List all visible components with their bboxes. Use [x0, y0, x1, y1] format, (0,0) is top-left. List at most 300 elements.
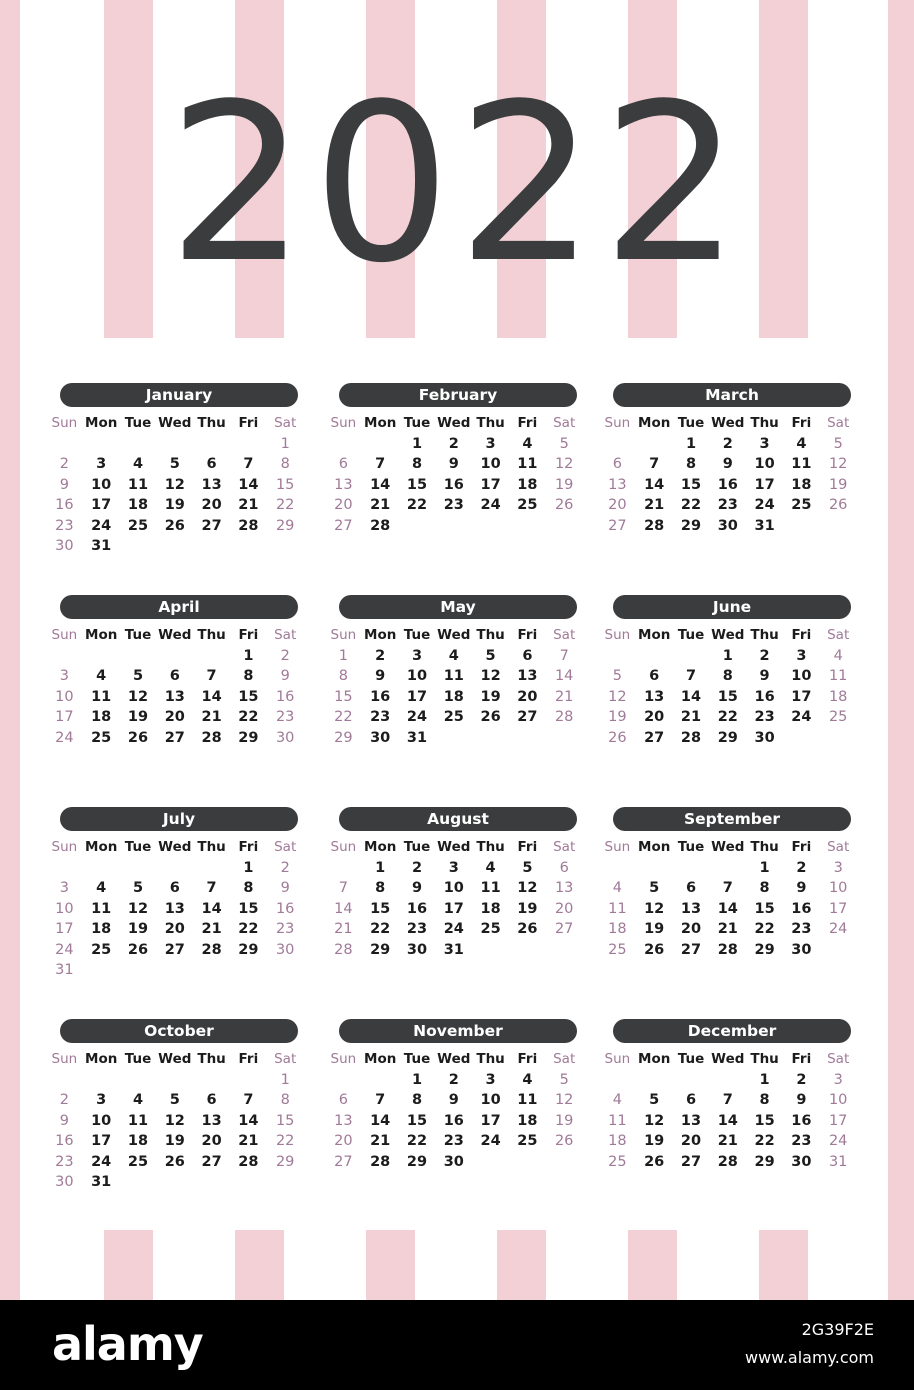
day-cell: 5 [169, 456, 180, 472]
day-cell: 3 [485, 435, 496, 452]
day-cell: 26 [644, 1153, 665, 1170]
day-cell: 15 [334, 688, 353, 705]
day-cell: 10 [55, 900, 74, 917]
day-cell: 2 [759, 647, 770, 664]
day-cell: 20 [164, 921, 185, 937]
day-cell: 14 [370, 476, 391, 493]
weekday-label: Fri [238, 627, 259, 643]
day-cell: 11 [608, 1112, 627, 1129]
day-cell: 27 [554, 921, 574, 937]
week-row [599, 475, 857, 496]
empty-day-cell [267, 536, 304, 557]
day-cell: 12 [164, 1112, 185, 1129]
day-cell: 18 [517, 1112, 538, 1129]
empty-day-cell [472, 516, 509, 537]
watermark-footer [0, 1300, 914, 1390]
empty-day-cell [193, 646, 230, 667]
day-cell: 23 [275, 709, 295, 725]
empty-day-cell [820, 940, 857, 961]
weekday-label: Thu [476, 1051, 505, 1067]
week-row [46, 1131, 304, 1152]
week-row [46, 516, 304, 537]
day-cell: 15 [406, 1112, 428, 1129]
day-cell: 5 [522, 859, 533, 876]
weekday-label: Thu [197, 839, 226, 855]
weekday-label: Tue [677, 415, 705, 431]
empty-day-cell [673, 646, 710, 667]
day-cell: 22 [754, 1133, 775, 1149]
day-cell: 23 [406, 921, 428, 937]
day-cell: 6 [169, 668, 180, 684]
weekday-label: Thu [750, 627, 779, 643]
weekday-label: Fri [791, 839, 812, 855]
day-cell: 24 [91, 1153, 112, 1170]
day-cell: 23 [443, 497, 464, 513]
day-cell: 20 [680, 921, 702, 937]
alamy-logo: alamy [52, 1317, 203, 1371]
day-cell: 5 [649, 1092, 660, 1108]
day-cell: 30 [55, 538, 74, 554]
day-cell: 15 [275, 476, 295, 493]
day-cell: 28 [370, 517, 391, 534]
day-cell: 22 [406, 1133, 428, 1149]
weekday-label: Wed [158, 839, 192, 855]
week-row [599, 1152, 857, 1173]
day-cell: 24 [480, 1133, 501, 1149]
day-cell: 31 [828, 1153, 848, 1170]
weekday-label: Thu [750, 415, 779, 431]
day-cell: 19 [517, 900, 538, 917]
empty-day-cell [83, 434, 120, 455]
day-cell: 29 [680, 517, 702, 534]
day-cell: 13 [680, 1112, 702, 1129]
weekday-label: Thu [750, 839, 779, 855]
month-january [46, 383, 304, 557]
day-cell: 11 [517, 1092, 538, 1108]
day-cell: 31 [443, 941, 464, 958]
day-cell: 9 [59, 1112, 70, 1129]
day-cell: 25 [517, 1133, 538, 1149]
day-cell: 6 [338, 1092, 349, 1108]
day-cell: 27 [201, 1153, 222, 1170]
day-cell: 26 [644, 941, 665, 958]
day-cell: 30 [275, 941, 295, 958]
empty-day-cell [230, 1172, 267, 1193]
day-cell: 22 [275, 1133, 295, 1149]
day-cell: 16 [55, 1133, 74, 1149]
day-cell: 5 [132, 668, 144, 684]
day-cell: 21 [201, 921, 222, 937]
empty-day-cell [267, 960, 304, 981]
week-row [46, 707, 304, 728]
day-cell: 17 [828, 900, 848, 917]
week-row [325, 454, 583, 475]
day-cell: 21 [334, 921, 353, 937]
day-cell: 17 [480, 1112, 501, 1129]
week-row [599, 687, 857, 708]
day-cell: 16 [443, 1112, 464, 1129]
week-row [599, 1131, 857, 1152]
day-cell: 16 [275, 900, 295, 917]
day-cell: 27 [201, 517, 222, 534]
day-cell: 9 [796, 880, 807, 896]
day-cell: 10 [480, 1092, 501, 1108]
day-cell: 8 [375, 880, 386, 896]
weekday-label: Sun [51, 1051, 78, 1067]
day-cell: 7 [206, 880, 217, 896]
day-cell: 17 [406, 688, 428, 705]
day-cell: 19 [644, 1133, 665, 1149]
day-cell: 28 [680, 729, 702, 746]
month-december [599, 1019, 857, 1172]
weekday-label: Mon [638, 839, 671, 855]
week-row [325, 646, 583, 667]
weekday-header-row [46, 413, 304, 434]
empty-day-cell [783, 728, 820, 749]
day-cell: 4 [132, 1092, 144, 1108]
day-cell: 20 [554, 900, 574, 917]
day-cell: 25 [443, 709, 464, 725]
day-cell: 15 [754, 1112, 775, 1129]
day-cell: 21 [370, 1133, 391, 1149]
day-cell: 16 [443, 476, 464, 493]
week-row [599, 919, 857, 940]
year-title: 2022 [167, 58, 747, 311]
empty-day-cell [156, 1172, 193, 1193]
day-cell: 20 [517, 688, 538, 705]
day-cell: 6 [169, 880, 180, 896]
day-cell: 4 [522, 1071, 533, 1088]
day-cell: 3 [59, 668, 70, 684]
day-cell: 12 [517, 880, 538, 896]
day-cell: 16 [791, 1112, 812, 1129]
day-cell: 20 [164, 709, 185, 725]
empty-day-cell [362, 1070, 399, 1091]
day-cell: 25 [791, 497, 812, 513]
week-row [46, 858, 304, 879]
weekday-header-row [325, 625, 583, 646]
day-cell: 9 [411, 880, 423, 896]
empty-day-cell [399, 516, 436, 537]
empty-day-cell [325, 1070, 362, 1091]
day-cell: 9 [759, 668, 770, 684]
day-cell: 30 [791, 941, 812, 958]
empty-day-cell [193, 960, 230, 981]
day-cell: 19 [554, 1112, 574, 1129]
empty-day-cell [193, 1070, 230, 1091]
day-cell: 4 [485, 859, 496, 876]
day-cell: 21 [201, 709, 222, 725]
day-cell: 18 [91, 709, 112, 725]
day-cell: 17 [828, 1112, 848, 1129]
weekday-label: Fri [517, 415, 538, 431]
day-cell: 29 [406, 1153, 428, 1170]
day-cell: 28 [370, 1153, 391, 1170]
week-row [46, 687, 304, 708]
weekday-header-row [599, 1049, 857, 1070]
weekday-label: Mon [364, 627, 397, 643]
day-cell: 18 [517, 476, 538, 493]
day-cell: 7 [649, 456, 660, 472]
empty-day-cell [820, 516, 857, 537]
day-cell: 13 [164, 688, 185, 705]
day-cell: 4 [833, 647, 843, 664]
week-row [46, 899, 304, 920]
day-cell: 7 [375, 1092, 386, 1108]
weekday-label: Mon [85, 839, 118, 855]
day-cell: 12 [480, 668, 501, 684]
day-cell: 1 [411, 1071, 423, 1088]
day-cell: 7 [338, 880, 349, 896]
day-cell: 20 [644, 709, 665, 725]
week-row [325, 516, 583, 537]
month-may [325, 595, 583, 748]
week-row [46, 1070, 304, 1091]
day-cell: 11 [480, 880, 501, 896]
week-row [325, 707, 583, 728]
day-cell: 8 [280, 1092, 290, 1108]
day-cell: 16 [370, 688, 391, 705]
day-cell: 22 [238, 709, 259, 725]
day-cell: 13 [334, 476, 353, 493]
day-cell: 5 [833, 435, 843, 452]
empty-day-cell [46, 646, 83, 667]
day-cell: 1 [243, 859, 254, 876]
day-cell: 15 [275, 1112, 295, 1129]
day-cell: 6 [685, 1092, 697, 1108]
empty-day-cell [636, 858, 673, 879]
weekday-header-row [325, 1049, 583, 1070]
weekday-label: Thu [197, 627, 226, 643]
week-row [599, 858, 857, 879]
week-row [599, 666, 857, 687]
weekday-label: Sun [330, 839, 357, 855]
day-cell: 30 [791, 1153, 812, 1170]
day-cell: 2 [722, 435, 733, 452]
day-cell: 13 [334, 1112, 353, 1129]
week-row [325, 1111, 583, 1132]
day-cell: 26 [164, 1153, 185, 1170]
day-cell: 29 [238, 729, 259, 746]
day-cell: 30 [370, 729, 391, 746]
weekday-label: Sat [827, 415, 850, 431]
day-cell: 16 [791, 900, 812, 917]
weekday-label: Tue [403, 627, 431, 643]
day-cell: 8 [759, 1092, 770, 1108]
week-row [599, 495, 857, 516]
day-cell: 7 [243, 1092, 254, 1108]
day-cell: 19 [127, 709, 149, 725]
day-cell: 12 [644, 1112, 665, 1129]
day-cell: 17 [55, 921, 74, 937]
weekday-label: Sat [827, 627, 850, 643]
month-name: December [613, 1019, 851, 1043]
day-cell: 18 [127, 1133, 149, 1149]
day-cell: 1 [375, 859, 386, 876]
day-cell: 18 [127, 497, 149, 513]
day-cell: 28 [201, 729, 222, 746]
empty-day-cell [83, 960, 120, 981]
week-row [325, 940, 583, 961]
weekday-header-row [46, 837, 304, 858]
day-cell: 17 [480, 476, 501, 493]
empty-day-cell [783, 516, 820, 537]
day-cell: 20 [680, 1133, 702, 1149]
day-cell: 28 [238, 517, 259, 534]
day-cell: 23 [791, 921, 812, 937]
day-cell: 2 [411, 859, 423, 876]
empty-day-cell [820, 728, 857, 749]
empty-day-cell [472, 1152, 509, 1173]
bottom-stripe [628, 1230, 677, 1300]
day-cell: 19 [164, 1133, 185, 1149]
day-cell: 8 [411, 456, 423, 472]
day-cell: 19 [554, 476, 574, 493]
day-cell: 3 [59, 880, 70, 896]
empty-day-cell [546, 516, 583, 537]
month-name: March [613, 383, 851, 407]
empty-day-cell [267, 1172, 304, 1193]
day-cell: 29 [370, 941, 391, 958]
day-cell: 2 [796, 859, 807, 876]
day-cell: 2 [448, 435, 459, 452]
bottom-stripe [497, 1230, 546, 1300]
empty-day-cell [599, 858, 636, 879]
month-october [46, 1019, 304, 1193]
bottom-stripe [235, 1230, 284, 1300]
day-cell: 25 [608, 1153, 627, 1170]
month-name: January [60, 383, 298, 407]
day-cell: 31 [55, 962, 74, 978]
empty-day-cell [156, 1070, 193, 1091]
weekday-label: Mon [364, 1051, 397, 1067]
empty-day-cell [46, 434, 83, 455]
empty-day-cell [156, 434, 193, 455]
day-cell: 21 [717, 921, 738, 937]
day-cell: 14 [238, 476, 259, 493]
day-cell: 24 [55, 941, 74, 958]
week-row [325, 434, 583, 455]
day-cell: 6 [559, 859, 569, 876]
weekday-label: Sat [553, 1051, 576, 1067]
day-cell: 10 [828, 880, 848, 896]
weekday-label: Tue [677, 1051, 705, 1067]
day-cell: 28 [717, 1153, 738, 1170]
day-cell: 5 [559, 1071, 569, 1088]
week-row [599, 1111, 857, 1132]
day-cell: 25 [127, 517, 149, 534]
day-cell: 13 [644, 688, 665, 705]
day-cell: 14 [238, 1112, 259, 1129]
day-cell: 6 [206, 1092, 217, 1108]
day-cell: 10 [480, 456, 501, 472]
day-cell: 28 [334, 941, 353, 958]
day-cell: 6 [206, 456, 217, 472]
empty-day-cell [362, 434, 399, 455]
day-cell: 19 [480, 688, 501, 705]
week-row [325, 495, 583, 516]
day-cell: 2 [280, 859, 290, 876]
day-cell: 4 [612, 880, 623, 896]
empty-day-cell [230, 536, 267, 557]
weekday-label: Sun [330, 415, 357, 431]
day-cell: 2 [448, 1071, 459, 1088]
day-cell: 5 [132, 880, 144, 896]
weekday-label: Sun [604, 839, 631, 855]
weekday-label: Wed [437, 839, 471, 855]
day-cell: 7 [722, 880, 733, 896]
day-cell: 27 [334, 517, 353, 534]
day-cell: 8 [243, 880, 254, 896]
month-september [599, 807, 857, 960]
day-cell: 11 [91, 688, 112, 705]
weekday-label: Sat [553, 839, 576, 855]
day-cell: 22 [717, 709, 738, 725]
week-row [325, 666, 583, 687]
weekday-label: Mon [85, 627, 118, 643]
week-row [599, 940, 857, 961]
day-cell: 7 [375, 456, 386, 472]
day-cell: 18 [480, 900, 501, 917]
weekday-label: Mon [364, 839, 397, 855]
weekday-label: Fri [517, 839, 538, 855]
empty-day-cell [509, 1152, 546, 1173]
day-cell: 4 [96, 668, 107, 684]
week-row [46, 495, 304, 516]
day-cell: 26 [554, 497, 574, 513]
weekday-label: Mon [85, 415, 118, 431]
day-cell: 15 [238, 900, 259, 917]
day-cell: 28 [644, 517, 665, 534]
weekday-label: Sat [827, 1051, 850, 1067]
day-cell: 1 [280, 435, 290, 452]
day-cell: 10 [791, 668, 812, 684]
weekday-label: Fri [517, 1051, 538, 1067]
week-row [599, 899, 857, 920]
day-cell: 18 [91, 921, 112, 937]
day-cell: 26 [554, 1133, 574, 1149]
weekday-label: Tue [124, 1051, 152, 1067]
weekday-label: Sat [274, 1051, 297, 1067]
empty-day-cell [193, 858, 230, 879]
day-cell: 24 [791, 709, 812, 725]
day-cell: 1 [338, 647, 349, 664]
week-row [46, 728, 304, 749]
day-cell: 12 [828, 456, 848, 472]
empty-day-cell [120, 858, 157, 879]
empty-day-cell [193, 536, 230, 557]
day-cell: 22 [334, 709, 353, 725]
day-cell: 3 [759, 435, 770, 452]
empty-day-cell [673, 1070, 710, 1091]
day-cell: 14 [680, 688, 702, 705]
weekday-label: Mon [85, 1051, 118, 1067]
day-cell: 19 [608, 709, 627, 725]
empty-day-cell [509, 516, 546, 537]
day-cell: 21 [680, 709, 702, 725]
day-cell: 21 [554, 688, 574, 705]
day-cell: 14 [717, 1112, 738, 1129]
month-march [599, 383, 857, 536]
weekday-label: Sat [274, 415, 297, 431]
day-cell: 23 [370, 709, 391, 725]
day-cell: 23 [754, 709, 775, 725]
day-cell: 23 [443, 1133, 464, 1149]
day-cell: 17 [791, 688, 812, 705]
day-cell: 18 [608, 1133, 627, 1149]
day-cell: 22 [370, 921, 391, 937]
weekday-label: Sun [330, 627, 357, 643]
